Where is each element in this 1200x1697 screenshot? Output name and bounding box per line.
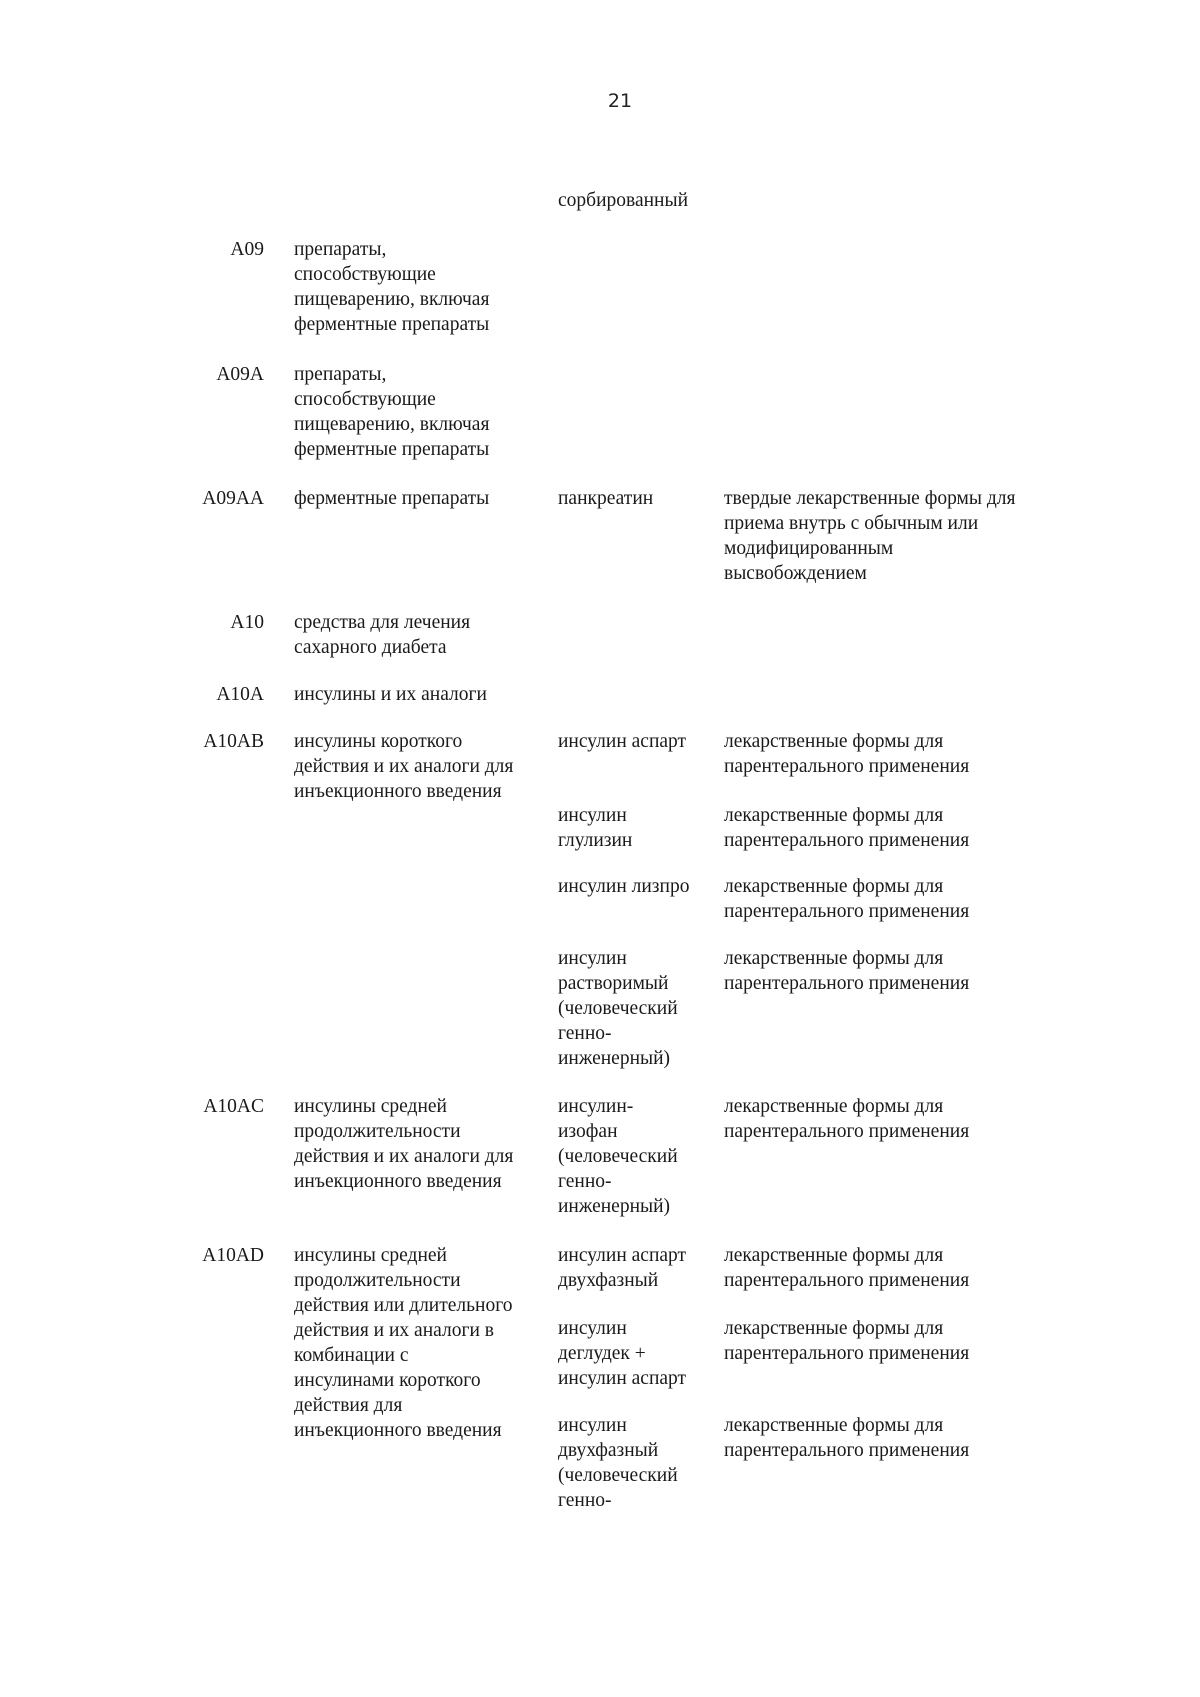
atc-group: инсулины средней продолжительности действия или длительного действия и их аналоги в комбинации с инсулинами короткого действия для инъекционного введения	[294, 1245, 513, 1441]
dosage-form: лекарственные формы для парентерального применения	[724, 1245, 970, 1291]
drug-name: сорбированный	[558, 190, 689, 211]
atc-code: A09	[230, 239, 264, 260]
drug-name: инсулин аспарт	[558, 731, 687, 752]
atc-group: инсулины и их аналоги	[294, 684, 487, 705]
dosage-form: лекарственные формы для парентерального применения	[724, 948, 970, 994]
atc-group: инсулины короткого действия и их аналоги для инъекционного введения	[294, 731, 514, 802]
atc-code: A10	[230, 612, 264, 633]
atc-group: ферментные препараты	[294, 488, 490, 509]
atc-code: A10AC	[203, 1096, 264, 1117]
dosage-form: лекарственные формы для парентерального применения	[724, 805, 970, 851]
dosage-form: лекарственные формы для парентерального применения	[724, 876, 970, 922]
atc-group: средства для лечения сахарного диабета	[294, 612, 471, 658]
dosage-form: лекарственные формы для парентерального применения	[724, 1318, 970, 1364]
drug-name: инсулин глулизин	[558, 805, 633, 851]
drug-name: инсулин растворимый (человеческий генно- инженерный)	[558, 948, 678, 1069]
atc-code: A10A	[216, 684, 264, 705]
drug-name: панкреатин	[558, 488, 654, 509]
drug-name: инсулин- изофан (человеческий генно- инженерный)	[558, 1096, 678, 1217]
drug-name: инсулин аспарт двухфазный	[558, 1245, 687, 1291]
drug-name: инсулин лизпро	[558, 876, 690, 897]
atc-code: A10AD	[202, 1245, 264, 1266]
atc-code: A10AB	[203, 731, 264, 752]
dosage-form: лекарственные формы для парентерального применения	[724, 1096, 970, 1142]
atc-group: препараты, способствующие пищеварению, включая ферментные препараты	[294, 364, 490, 460]
atc-group: препараты, способствующие пищеварению, включая ферментные препараты	[294, 239, 490, 335]
dosage-form: твердые лекарственные формы для приема внутрь с обычным или модифицированным высвобождением	[724, 488, 1016, 584]
atc-code: A09A	[216, 364, 264, 385]
atc-group: инсулины средней продолжительности действия и их аналоги для инъекционного введения	[294, 1096, 514, 1192]
drug-name: инсулин деглудек + инсулин аспарт	[558, 1318, 687, 1389]
atc-code: A09AA	[202, 488, 264, 509]
dosage-form: лекарственные формы для парентерального применения	[724, 1415, 970, 1461]
page-number: 21	[607, 90, 633, 112]
drug-name: инсулин двухфазный (человеческий генно-	[558, 1415, 678, 1511]
dosage-form: лекарственные формы для парентерального применения	[724, 731, 970, 777]
